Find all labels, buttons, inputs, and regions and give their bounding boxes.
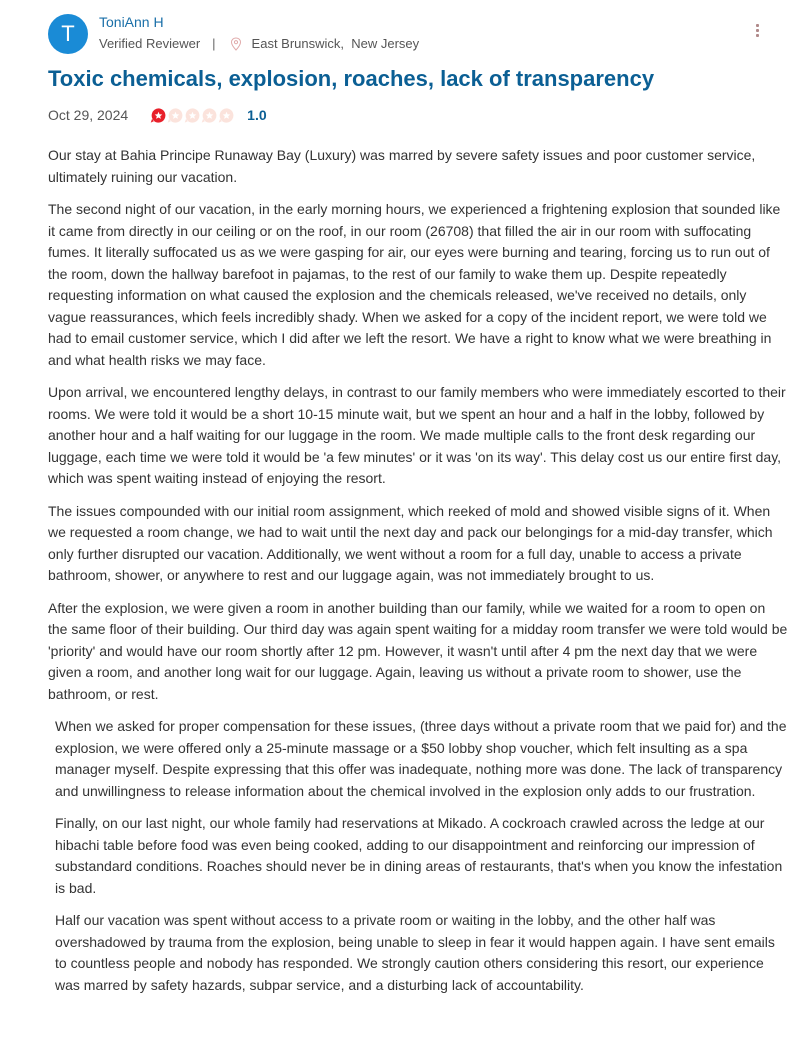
review-paragraph: Upon arrival, we encountered lengthy delays, in contrast to our family members who were immediately escorted to their rooms. We were told it would be a short 10-15 minute wait, but we spent an hour and a half in the lobby, followed by another hour and a half waiting for our luggage in the room. We made multiple calls to the front desk regarding our luggage, each time we were told it would be 'a few minutes' or it was 'on its way'. This delay cost us our entire first day, which was spent waiting instead of enjoying the resort. xyxy=(48,384,786,486)
review-paragraph: The issues compounded with our initial room assignment, which reeked of mold and showed visible signs of it. When we requested a room change, we had to wait until the next day and pack our belongings for a mid-day transfer, which only further disrupted our vacation. Additionally, we went without a room for a full day, unable to access a private bathroom, shower, or anywhere to rest and our luggage again, was not immediately brought to us. xyxy=(48,502,773,583)
meta-separator: | xyxy=(212,36,216,51)
reviewer-header xyxy=(48,14,788,58)
rating-icon-empty xyxy=(167,107,184,124)
kebab-menu-icon[interactable] xyxy=(750,24,764,44)
map-pin-icon xyxy=(230,37,242,51)
review-paragraph: When we asked for proper compensation for these issues, (three days without a private room that we paid for) and the explosion, we were offered only a 25-minute massage or a $50 lobby shop voucher, which felt insulting as a spa manager myself. Despite expressing that this offer was inadequate, nothing more was done. The lack of transparency and unwillingness to release information about the chemical involved in the explosion only adds to our frustration. xyxy=(55,718,787,799)
rating-icon-empty xyxy=(218,107,235,124)
review-paragraph: After the explosion, we were given a room in another building than our family, while we waited for a room to open on the same floor of their building. Our third day was again spent waiting for a midday room transfer we were told would be 'priority' and would have our room shortly after 12 pm. However, it wasn't until after 4 pm the next day that we were given a room, and another long wait for our luggage. Again, leaving us without a private room to shower, use the bathroom, or rest. xyxy=(48,599,788,702)
avatar: T xyxy=(48,14,88,54)
review-paragraph: Our stay at Bahia Principe Runaway Bay (Luxury) was marred by severe safety issues and poor customer service, ultimately ruining our vacation. xyxy=(48,147,756,185)
review-meta-row xyxy=(48,104,267,126)
review-paragraph: The second night of our vacation, in the early morning hours, we experienced a frightening explosion that sounded like it came from directly in our ceiling or on the roof, in our room (26708) that filled the air in our room with suffocating fumes. It literally suffocated us as we were gasping for air, our eyes were burning and tearing, forcing us to run out of the room, down the hallway barefoot in pajamas, to the rest of our family to wake them up. Despite repeatedly requesting information on what caused the explosion and the chemicals released, we've received no details, only vague reassurances, which feels incredibly shady. When we asked for a copy of the incident report, we were told we had to email customer service, which I did after we left the resort. We have a right to know what we were breathing in and what health risks we may face. xyxy=(48,201,781,368)
review-title: Toxic chemicals, explosion, roaches, lack of transparency xyxy=(48,66,655,91)
review-body xyxy=(48,145,788,1007)
verified-badge: Verified Reviewer xyxy=(99,36,201,51)
review-paragraph: Finally, on our last night, our whole family had reservations at Mikado. A cockroach crawled across the ledge at our hibachi table before food was even being cooked, adding to our disappointment and reinforcing our impression of substandard conditions. Roaches should never be in dining areas of restaurants, that's when you know the infestation is bad. xyxy=(55,815,783,896)
rating xyxy=(150,107,235,124)
rating-icon-empty xyxy=(201,107,218,124)
reviewer-meta xyxy=(99,36,419,51)
reviewer-name[interactable]: ToniAnn H xyxy=(99,14,164,30)
rating-value: 1.0 xyxy=(247,107,267,123)
review-date: Oct 29, 2024 xyxy=(48,107,129,123)
reviewer-location: East Brunswick, New Jersey xyxy=(251,36,420,51)
review-paragraph: Half our vacation was spent without access to a private room or waiting in the lobby, and the other half was overshadowed by trauma from the explosion, being unable to sleep in fear it would happen again. I have sent emails to countless people and nobody has responded. We strongly caution others considering this resort, our experience was marred by safety hazards, subpar service, and a disturbing lack of accountability. xyxy=(55,912,775,993)
rating-icon-empty xyxy=(184,107,201,124)
rating-icon-filled xyxy=(150,107,167,124)
